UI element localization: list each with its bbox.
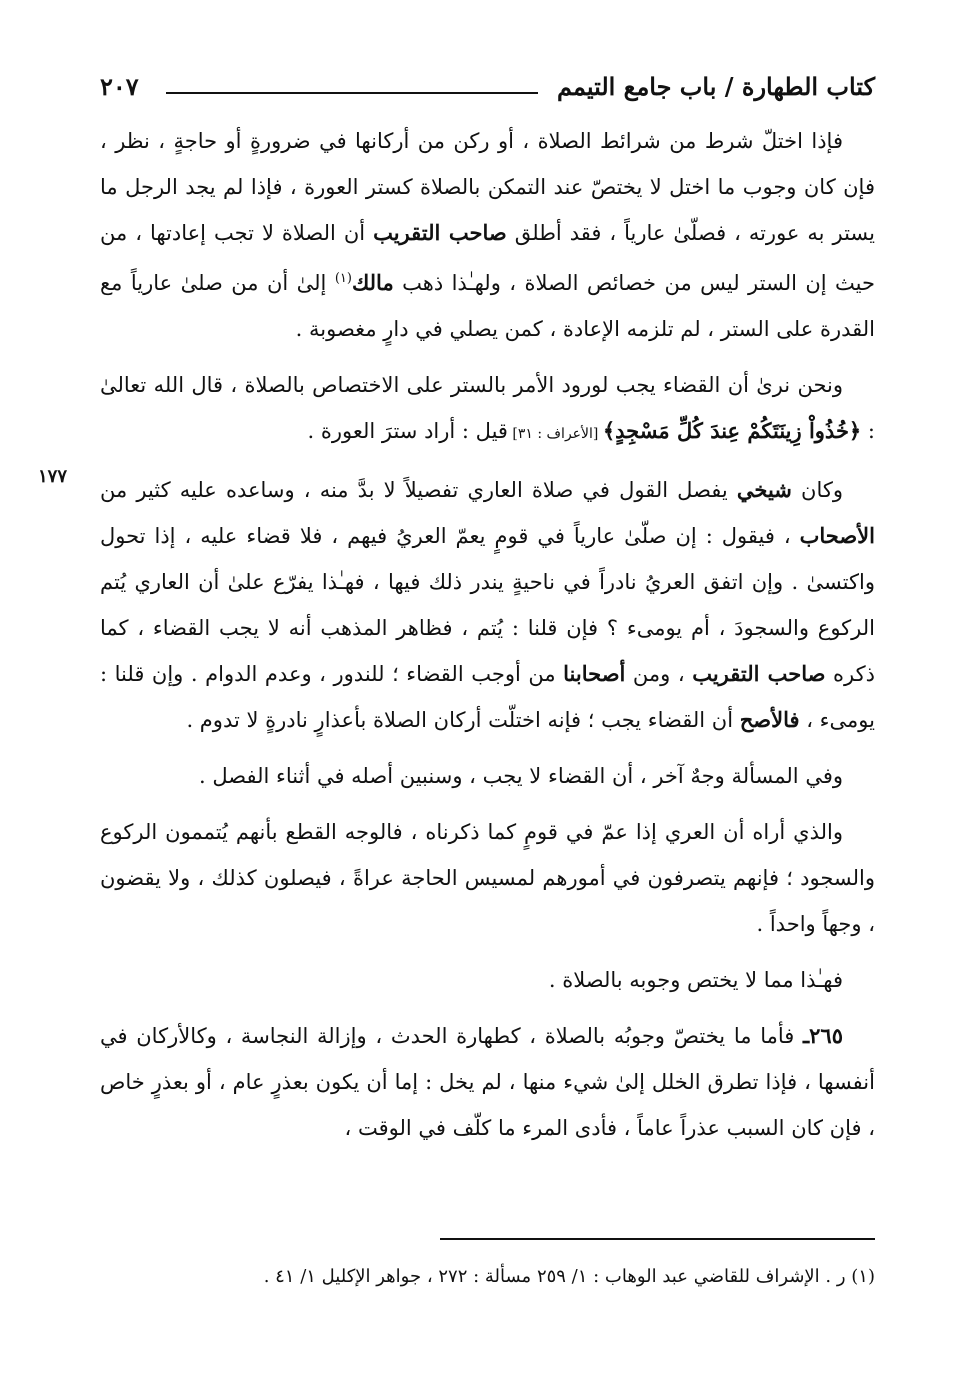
text-run: ونحن نرىٰ أن القضاء يجب لورود الأمر بالستر على الاختصاص بالصلاة ، قال الله تعالىٰ : [100, 373, 875, 443]
text-run: أن الصلاة لا تجب إعادتها ، من حيث إن الستر ليس من خصائص الصلاة ، ولهـٰذا ذهب [100, 221, 875, 295]
book-chapter-title: كتاب الطهارة / باب جامع التيمم [557, 72, 875, 101]
footnote-marker[interactable]: (١) [334, 271, 352, 286]
text-run: وكان [791, 478, 843, 502]
running-header [100, 64, 875, 114]
verse-citation: [الأعراف : ٣١] [507, 426, 603, 442]
header-rule [166, 92, 538, 94]
main-text [100, 118, 875, 1161]
text-run: ، ومن [625, 662, 693, 686]
footnote-rule [440, 1238, 875, 1240]
text-run: وفي المسألة وجهٌ آخر ، أن القضاء لا يجب ، وسنبين أصله في أثناء الفصل . [199, 764, 843, 788]
paragraph-1 [100, 118, 875, 352]
bold-term: أصحابنا [563, 661, 626, 686]
text-run: أن القضاء يجب ؛ فإنه اختلّت أركان الصلاة بأعذارٍ نادرةٍ لا تدوم . [186, 708, 740, 732]
page-number: ٢٠٧ [100, 72, 139, 101]
footnote: (١) ر . الإشراف للقاضي عبد الوهاب : ١/ ٢٥٩ مسألة : ٢٧٢ ، جواهر الإكليل ١/ ٤١ . [263, 1266, 875, 1287]
text-run: يفصل القول في صلاة العاري تفصيلاً لا بدَّ منه ، وساعده عليه كثير من [100, 478, 737, 502]
text-run: فهـٰذا مما لا يختص وجوبه بالصلاة . [548, 968, 843, 992]
paragraph-3 [100, 467, 875, 743]
text-run: فإذا اختلّ شرط من شرائط الصلاة ، أو ركن من أركانها في ضرورةٍ أو حاجةٍ ، نظر ، فإن كان وجوب ما اختل لا يختصّ عند التمكن بالصلاة كستر العورة ، فإذا لم يجد الرجل ما يستر به عورته ، فصلّىٰ عارياً ، فقد أطلق [100, 129, 875, 245]
text-run: إلىٰ أن من صلىٰ عارياً مع القدرة على الستر ، لم تلزمه الإعادة ، كمن يصلي في دارٍ مغصوبة . [100, 271, 875, 341]
bold-term: صاحب التقريب [373, 220, 507, 245]
text-run: قيل : أراد سترَ العورة . [307, 419, 508, 443]
section-number: ٢٦٥ـ [803, 1023, 843, 1048]
paragraph-2 [100, 362, 875, 457]
paragraph-5 [100, 809, 875, 947]
bold-term: شيخي [736, 477, 792, 502]
quran-verse: ﴿خُذُواْ زِينَتَكُمْ عِندَ كُلِّ مَسْجِدٍ﴾ [602, 418, 862, 443]
bold-term: فالأصح [739, 707, 800, 732]
paragraph-4 [100, 753, 875, 799]
bold-term: مالك [351, 270, 394, 295]
text-run: ، فيقول : إن صلّىٰ عارياً في قومٍ يعمّ العريُ فيهم ، فلا قضاء عليه ، إذا تحول واكتسىٰ . وإن اتفق العريُ نادراً في ناحيةٍ يندر ذلك فيها ، فهـٰذا يفرّع علىٰ أن العاري يُتم الركوع والسجودَ ، أم يومىء ؟ فإن قلنا : يُتم ، فظاهر المذهب أنه لا يجب القضاء ، كما ذكره [100, 524, 875, 686]
bold-term: صاحب التقريب [692, 661, 826, 686]
margin-page-reference: ١٧٧ [38, 466, 68, 487]
text-run: والذي أراه أن العري إذا عمّ في قومٍ كما ذكرناه ، فالوجه القطع بأنهم يُتممون الركوع والسجود ؛ فإنهم يتصرفون في أمورهم لمسيس الحاجة عراةً ، فيصلون كذلك ، ولا يقضون ، وجهاً واحداً . [100, 820, 875, 936]
paragraph-6 [100, 957, 875, 1003]
text-run: فأما ما يختصّ وجوبُه بالصلاة ، كطهارة الحدث ، وإزالة النجاسة ، وكالأركان في أنفسها ، فإذا تطرق الخلل إلىٰ شيء منها ، لم يخل : إما أن يكون بعذرٍ عام ، أو بعذرٍ خاص ، فإن كان السبب عذراً عاماً ، فأدى المرء ما كلّف في الوقت ، [100, 1024, 875, 1140]
bold-term: الأصحاب [799, 523, 875, 548]
text-run: من أوجب القضاء ؛ للندور ، وعدم الدوام . وإن قلنا : يومىء ، [100, 662, 875, 732]
paragraph-7 [100, 1013, 875, 1151]
